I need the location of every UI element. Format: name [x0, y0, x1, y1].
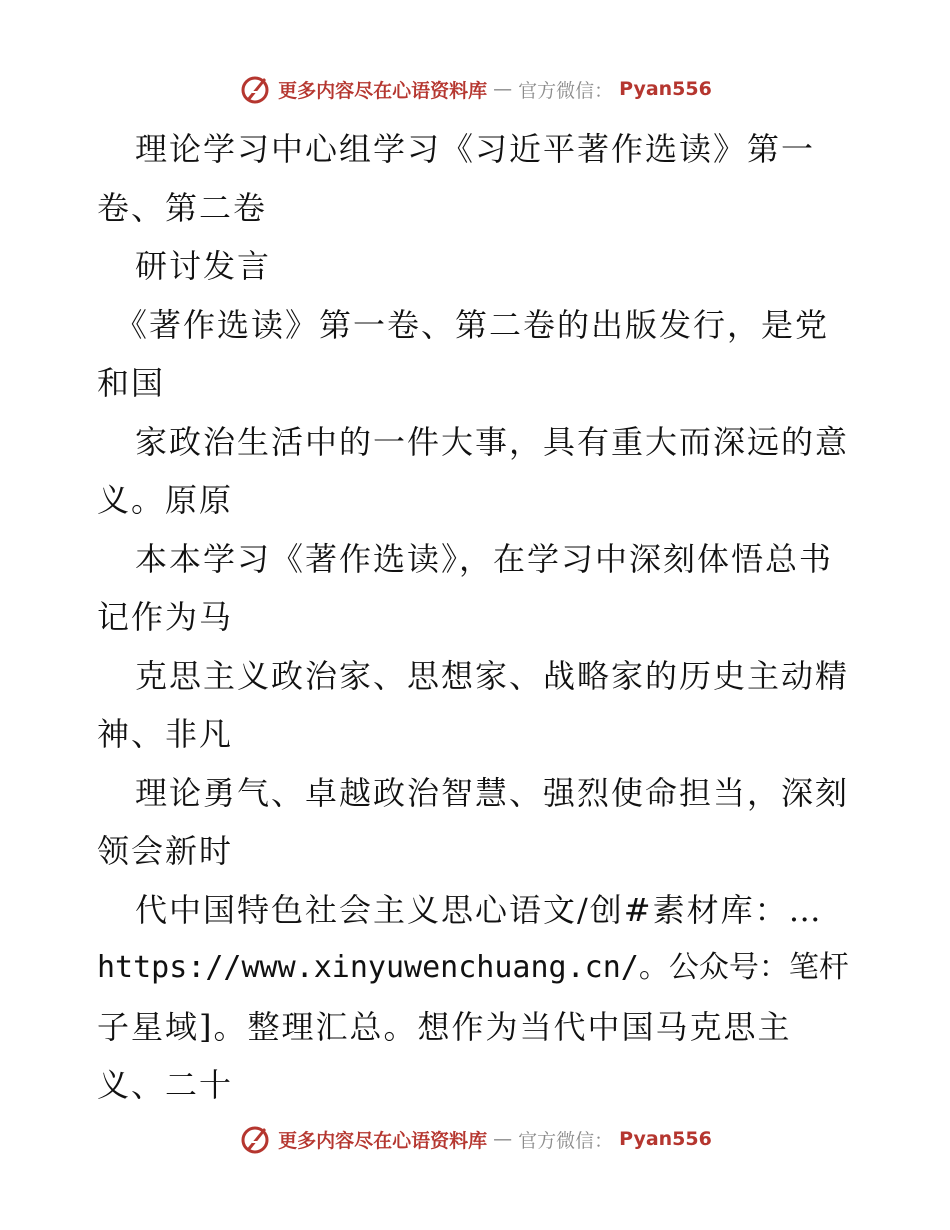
text-line: 理论勇气、卓越政治智慧、强烈使命担当，深刻	[135, 773, 850, 812]
quill-logo-icon	[238, 1122, 272, 1156]
text-line: 和国	[97, 364, 166, 402]
watermark-id: Pyan556	[619, 78, 712, 100]
text-line: 家政治生活中的一件大事，具有重大而深远的意	[135, 422, 850, 461]
text-line: 义、二十	[97, 1066, 234, 1104]
text-line: 代中国特色社会主义思心语文/创#素材库：…	[135, 890, 823, 929]
watermark-header	[0, 72, 950, 106]
text-line: 卷、第二卷	[97, 188, 268, 227]
watermark-suffix: 官方微信：	[518, 1129, 614, 1152]
text-line-url: https://www.xinyuwenchuang.cn/。公众号：笔杆	[97, 950, 849, 985]
text-line: 领会新时	[97, 832, 234, 870]
text-line: 神、非凡	[97, 715, 234, 753]
text-line: 《著作选读》第一卷、第二卷的出版发行，是党	[115, 305, 830, 344]
watermark-suffix: 官方微信：	[518, 79, 614, 102]
watermark-main-text: 更多内容尽在心语资料库	[278, 1129, 488, 1152]
watermark-footer	[0, 1122, 950, 1156]
watermark-dash: —	[493, 1128, 513, 1150]
quill-logo-icon	[238, 72, 272, 106]
watermark-id: Pyan556	[619, 1128, 712, 1150]
watermark-dash: —	[493, 78, 513, 100]
text-line: 研讨发言	[135, 247, 272, 285]
text-line: 本本学习《著作选读》，在学习中深刻体悟总书	[135, 539, 834, 578]
text-line: 义。原原	[97, 481, 234, 519]
text-line: 子星域]。整理汇总。想作为当代中国马克思主	[97, 1007, 792, 1046]
text-line: 记作为马	[97, 598, 234, 636]
watermark-main-text: 更多内容尽在心语资料库	[278, 79, 488, 102]
text-line: 克思主义政治家、思想家、战略家的历史主动精	[135, 656, 850, 695]
text-line: 理论学习中心组学习《习近平著作选读》第一	[135, 130, 816, 168]
document-body	[97, 120, 867, 1115]
